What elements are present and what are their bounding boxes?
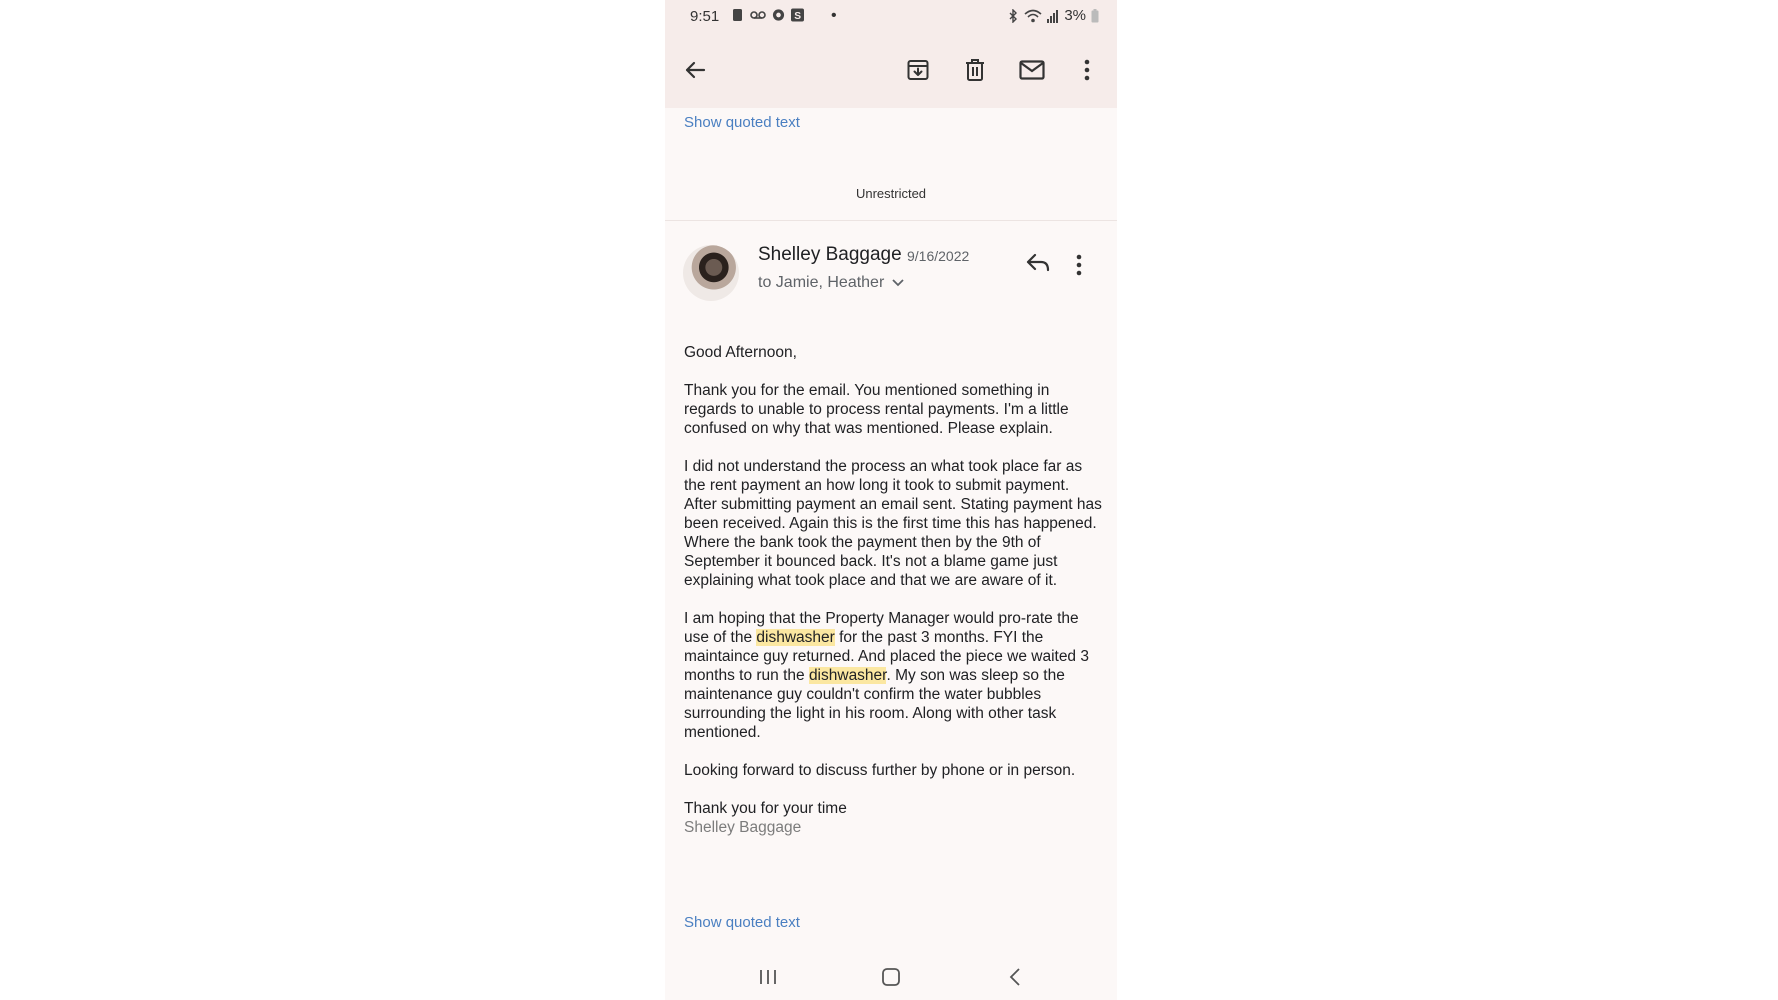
recents-icon (758, 968, 778, 986)
status-time: 9:51 (690, 8, 720, 25)
notification-dot: • (831, 7, 837, 24)
back-arrow-icon (684, 59, 706, 81)
phone-screen (665, 0, 1117, 1000)
status-bar (665, 0, 1117, 34)
label-unrestricted: Unrestricted (855, 186, 927, 201)
wifi-icon (1024, 9, 1042, 23)
para3-part-b: for the past 3 months. FYI the maintaince guy returned. And placed the piece we waited 3 months to run the (684, 629, 1089, 684)
svg-text:S: S (794, 11, 802, 22)
sim-icon (731, 8, 744, 22)
search-highlight: dishwasher (756, 629, 835, 646)
sender-avatar[interactable] (683, 245, 739, 301)
body-paragraph-1: Thank you for the email. You mentioned something in regards to unable to process rental payments. I'm a little confused on why that was mentioned. Please explain. (684, 382, 1069, 437)
sender-name: Shelley Baggage (758, 244, 902, 265)
back-button[interactable] (679, 54, 711, 86)
app-shield-icon (772, 8, 785, 22)
closing: Thank you for your time (684, 800, 847, 817)
message-body (684, 343, 1104, 856)
battery-percent: 3% (1064, 7, 1086, 24)
more-options-button[interactable] (1071, 54, 1103, 86)
chevron-down-icon (892, 279, 904, 287)
more-vert-icon (1076, 254, 1082, 276)
message-toolbar (665, 34, 1117, 108)
show-quoted-text-bottom[interactable]: Show quoted text (684, 914, 800, 931)
home-button[interactable] (876, 962, 906, 992)
signal-icon (1047, 9, 1059, 23)
more-vert-icon (1084, 59, 1090, 81)
bluetooth-icon (1007, 9, 1019, 23)
search-highlight: dishwasher (808, 667, 887, 684)
home-icon (881, 967, 901, 987)
system-back-button[interactable] (1000, 962, 1030, 992)
mark-unread-button[interactable] (1016, 54, 1048, 86)
message-divider (665, 220, 1117, 221)
notification-icons (731, 8, 804, 22)
recents-button[interactable] (753, 962, 783, 992)
system-indicators (1007, 7, 1099, 24)
reply-icon (1025, 252, 1051, 274)
para3-part-a: I am hoping that the Property Manager would pro-rate the use of the (684, 610, 1079, 646)
archive-button[interactable] (902, 54, 934, 86)
signature: Shelley Baggage (684, 819, 802, 836)
chevron-left-icon (1008, 967, 1022, 987)
s-app-icon (791, 8, 804, 22)
greeting: Good Afternoon, (684, 344, 797, 361)
message-date: 9/16/2022 (907, 248, 970, 264)
recipients-text: to Jamie, Heather (758, 274, 885, 291)
recipients-toggle[interactable] (758, 274, 904, 292)
archive-icon (906, 58, 930, 82)
trash-icon (964, 58, 986, 82)
message-more-button[interactable] (1076, 254, 1092, 282)
para3-part-c: . My son was sleep so the maintenance guy couldn't confirm the water bubbles surrounding the light in his room. Along with other task mentioned. (684, 667, 1065, 741)
system-nav-bar (665, 956, 1117, 1000)
body-paragraph-4: Looking forward to discuss further by phone or in person. (684, 762, 1076, 779)
body-paragraph-2: I did not understand the process an what took place far as the rent payment an how long it took to submit payment. After submitting payment an email sent. Stating payment has been received. Again this is the first time this has happened. Where the bank took the payment then by the 9th of September it bounced back. It's not a blame game just explaining what took place and that we are aware of it. (684, 458, 1102, 589)
delete-button[interactable] (959, 54, 991, 86)
body-paragraph-3 (684, 609, 1104, 742)
battery-icon (1091, 9, 1099, 23)
mail-icon (1019, 59, 1045, 81)
show-quoted-text-top[interactable]: Show quoted text (684, 114, 800, 131)
voicemail-icon (750, 8, 766, 22)
reply-button[interactable] (1025, 252, 1055, 282)
